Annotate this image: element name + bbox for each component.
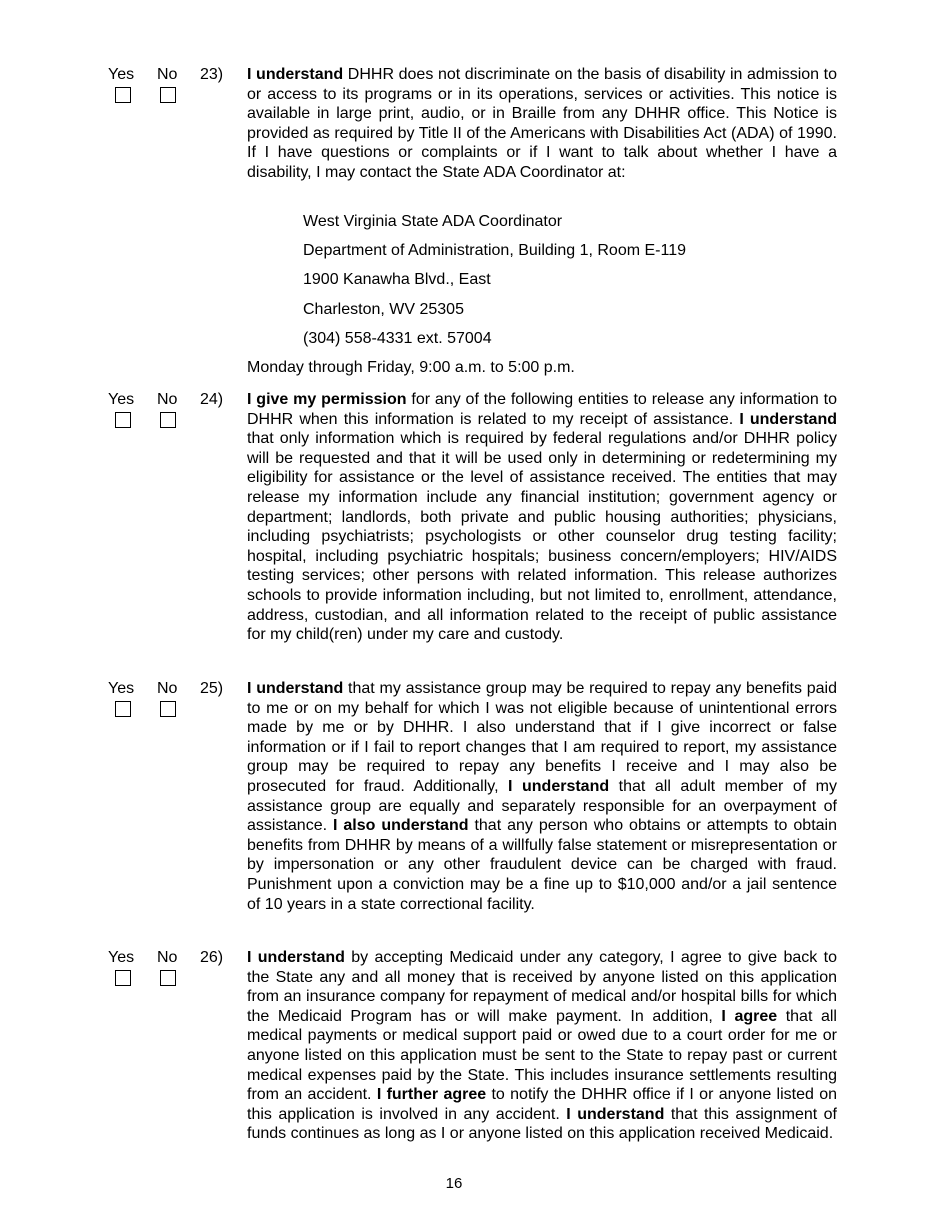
- body-text-run: that my assistance group may be required to repay any benefits paid to me or on my behalf for which I was not eligible because of unintentional errors made by me or by DHHR. I also understand that if I give incorrect or false information or if I fail to report changes that I am required to report, my assistance group may be required to repay any benefits I receive and I may also be prosecuted for fraud. Additionally,: [247, 680, 837, 795]
- emphasis-text: I understand: [247, 680, 344, 697]
- address-line: 1900 Kanawha Blvd., East: [303, 271, 491, 288]
- body-text-run: that all adult member of my assistance group are equally and separately responsible for an overpayment of assistance.: [247, 777, 838, 835]
- item-23-yes-checkbox[interactable]: [115, 87, 131, 103]
- no-label: No: [157, 66, 178, 83]
- body-text-run: by accepting Medicaid under any category, I agree to give back to the State any and all money that is received by anyone listed on this application from an insurance company for repayment of medical and/or hospital bills for which the Medicaid Program has or will make payment. In addition,: [247, 949, 837, 1025]
- office-hours: Monday through Friday, 9:00 a.m. to 5:00 p.m.: [247, 359, 575, 376]
- item-26-text: [247, 948, 837, 1144]
- address-line: Charleston, WV 25305: [303, 301, 464, 318]
- emphasis-text: I understand: [566, 1105, 665, 1123]
- item-24-text: [247, 390, 837, 645]
- emphasis-text: I understand: [739, 410, 838, 428]
- body-text-run: that all medical payments or medical support paid or owed due to a court order for me or anyone listed on this application must be sent to the State to repay past or current medical expenses paid by the State. This includes insurance settlements resulting from an accident.: [247, 1007, 837, 1104]
- item-number: 26): [200, 949, 224, 966]
- emphasis-text: I further agree: [376, 1086, 487, 1104]
- item-number: 25): [200, 680, 224, 697]
- item-24-yes-checkbox[interactable]: [115, 412, 131, 428]
- body-text-run: DHHR does not discriminate on the basis of disability in admission to or access to its programs or in its operations, services or activities. This notice is available in large print, audio, or in Braille from any DHHR office. This Notice is provided as required by Title II of the Americans with Disabilities Act (ADA) of 1990. If I have questions or complaints or if I want to talk about whether I have a disability, I may contact the State ADA Coordinator at:: [247, 66, 838, 181]
- item-26-yes-checkbox[interactable]: [115, 970, 131, 986]
- item-25-yes-checkbox[interactable]: [115, 701, 131, 717]
- yes-label: Yes: [108, 66, 135, 83]
- emphasis-text: I agree: [721, 1007, 778, 1025]
- body-text-run: that this assignment of funds continues as long as I or anyone listed on this application received Medicaid.: [247, 1105, 838, 1143]
- no-label: No: [157, 949, 178, 966]
- item-number: 23): [200, 66, 224, 83]
- body-text-run: for any of the following entities to release any information to DHHR when this information is related to my receipt of assistance.: [247, 391, 838, 428]
- emphasis-text: I understand: [247, 949, 345, 966]
- item-24-no-checkbox[interactable]: [160, 412, 176, 428]
- yes-label: Yes: [108, 949, 135, 966]
- item-23-text: [247, 65, 837, 183]
- item-number: 24): [200, 391, 224, 408]
- emphasis-text: I understand: [508, 777, 610, 795]
- emphasis-text: I give my permission: [247, 391, 407, 408]
- item-25-no-checkbox[interactable]: [160, 701, 176, 717]
- body-text-run: that any person who obtains or attempts to obtain benefits from DHHR by means of a willfully false statement or misrepresentation or by impersonation or any other fraudulent device can be charged with fraud. Punishment upon a conviction may be a fine up to $10,000 and/or a jail sentence of 10 years in a state correctional facility.: [247, 817, 837, 913]
- phone-line: (304) 558-4331 ext. 57004: [303, 330, 492, 347]
- body-text-run: to notify the DHHR office if I or anyone listed on this application is involved in any accident.: [247, 1086, 838, 1123]
- page-number: 16: [445, 1175, 463, 1192]
- address-line: West Virginia State ADA Coordinator: [303, 213, 563, 230]
- item-26-no-checkbox[interactable]: [160, 970, 176, 986]
- yes-label: Yes: [108, 391, 135, 408]
- emphasis-text: I understand: [247, 66, 344, 83]
- address-line: Department of Administration, Building 1, Room E-119: [303, 242, 687, 259]
- item-23-no-checkbox[interactable]: [160, 87, 176, 103]
- body-text-run: that only information which is required by federal regulations and/or DHHR policy will be requested and that it will be used only in determining or redetermining my eligibility for assistance or the level of assistance received. The entities that may release my information include any financial institution; government agency or department; landlords, both private and public housing authorities; physicians, including psychiatrists; psychologists or other counselor drug testing facility; hospital, including psychiatric hospitals; business concern/employers; HIV/AIDS testing services; other persons with related information. This release authorizes schools to provide information including, but not limited to, enrollment, attendance, address, custodian, and all information related to the receipt of public assistance for my child(ren) under my care and custody.: [247, 430, 837, 644]
- item-25-text: [247, 679, 837, 914]
- no-label: No: [157, 391, 178, 408]
- emphasis-text: I also understand: [333, 817, 469, 835]
- no-label: No: [157, 680, 178, 697]
- yes-label: Yes: [108, 680, 135, 697]
